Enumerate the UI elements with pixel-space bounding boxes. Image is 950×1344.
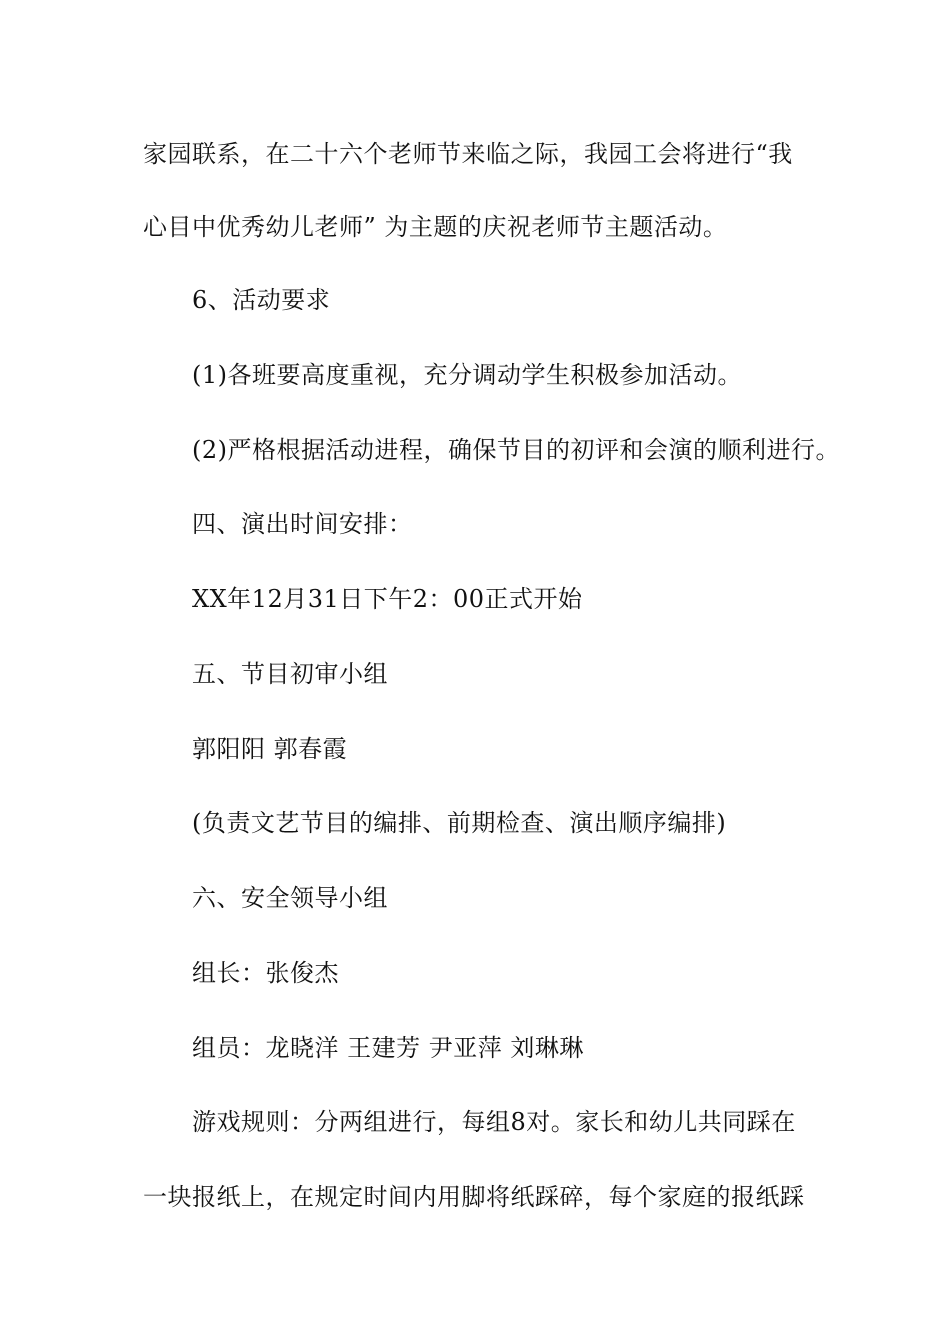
game-rules-line-2: 一块报纸上，在规定时间内用脚将纸踩碎，每个家庭的报纸踩 [143, 1183, 805, 1211]
requirement-item-2: (2)严格根据活动进程，确保节目的初评和会演的顺利进行。 [192, 436, 840, 464]
safety-group-members: 组员：龙晓洋 王建芳 尹亚萍 刘琳琳 [192, 1034, 584, 1062]
review-group-duty: (负责文艺节目的编排、前期检查、演出顺序编排) [192, 809, 727, 837]
schedule-time: XX年12月31日下午2：00正式开始 [192, 585, 583, 613]
paragraph-line-1: 家园联系，在二十六个老师节来临之际，我园工会将进行“我 [143, 140, 793, 168]
requirement-item-1: (1)各班要高度重视，充分调动学生积极参加活动。 [192, 361, 742, 389]
section-heading-review-group: 五、节目初审小组 [192, 660, 388, 688]
section-heading-safety-group: 六、安全领导小组 [192, 884, 388, 912]
game-rules-line-1: 游戏规则：分两组进行，每组8对。家长和幼儿共同踩在 [192, 1108, 796, 1136]
section-heading-requirements: 6、活动要求 [192, 286, 331, 314]
safety-group-leader: 组长：张俊杰 [192, 959, 339, 987]
review-group-members: 郭阳阳 郭春霞 [192, 735, 348, 763]
section-heading-schedule: 四、演出时间安排： [192, 510, 413, 538]
paragraph-line-2: 心目中优秀幼儿老师” 为主题的庆祝老师节主题活动。 [143, 213, 728, 241]
